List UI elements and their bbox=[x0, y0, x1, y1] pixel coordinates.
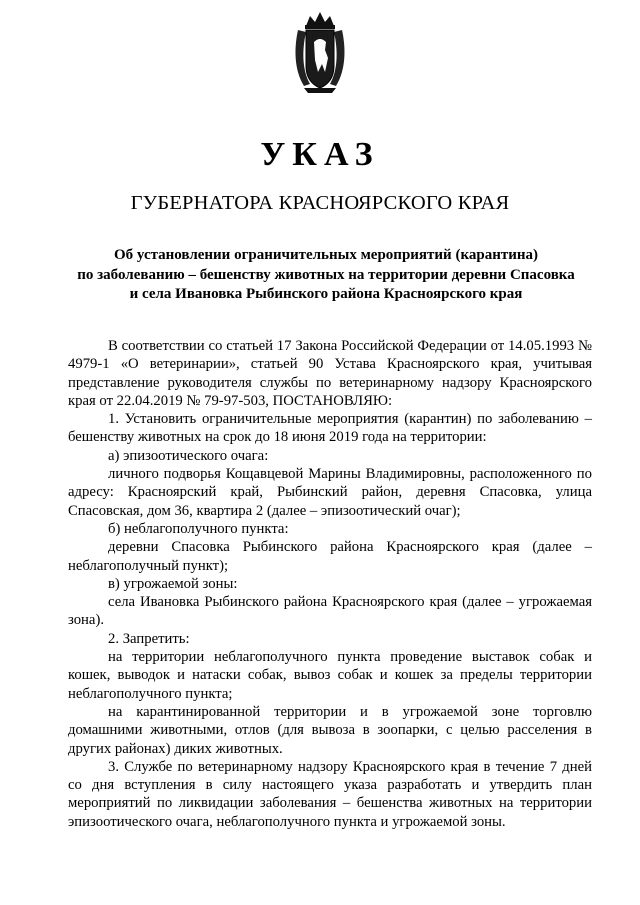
paragraph-text: на территории неблагополучного пункта проведение выставок собак и кошек, выводок и натаски собак, вывоз собак и кошек за пределы территории неблагополучного пункта; bbox=[68, 649, 592, 702]
paragraph-text: села Ивановка Рыбинского района Красноярского края (далее – угрожаемая зона). bbox=[68, 594, 592, 629]
paragraph-item-1: 1. Установить ограничительные мероприятия (карантин) по заболеванию – бешенству животных на срок до 18 июня 2019 года на территории: bbox=[68, 411, 592, 446]
paragraph-text: на карантинированной территории и в угрожаемой зоне торговлю домашними животными, отлов (для вывоза в зоопарки, с целью расселения в других районах) диких животных. bbox=[68, 703, 592, 757]
paragraph-subitem-a: а) эпизоотического очага: bbox=[108, 447, 269, 464]
paragraph-preamble: В соответствии со статьей 17 Закона Российской Федерации от 14.05.1993 № 4979-1 «О ветеринарии», статьей 90 Устава Красноярского края, учитывая представление руководителя службы по ветеринарному надзору Красноярского края от 22.04.2019 № 79-97-503, ПОСТАНОВЛЯЮ: bbox=[68, 338, 592, 409]
paragraph-item-3: 3. Службе по ветеринарному надзору Красноярского края в течение 7 дней со дня вступления в силу настоящего указа разработать и утвердить план мероприятий по ликвидации заболевания – бешенства животных на территории эпизоотического очага, неблагополучного пункта и угрожаемой зоны. bbox=[68, 758, 592, 830]
document-title: УКАЗ bbox=[260, 136, 380, 173]
paragraph-subitem-b: б) неблагополучного пункта: bbox=[108, 520, 289, 537]
heading-line: и села Ивановка Рыбинского района Красноярского края bbox=[129, 286, 523, 302]
paragraph-subitem-c: в) угрожаемой зоны: bbox=[108, 575, 238, 592]
paragraph-text: личного подворья Кощавцевой Марины Владимировны, расположенного по адресу: Красноярский край, Рыбинский район, деревня Спасовка, улица Спасовская, дом 36, квартира 2 (далее – эпизоотический очаг); bbox=[68, 466, 592, 519]
document-heading bbox=[60, 246, 592, 305]
heading-line: по заболеванию – бешенству животных на территории деревни Спасовка bbox=[77, 266, 575, 283]
heading-line: Об установлении ограничительных мероприятий (карантина) bbox=[113, 247, 538, 263]
document-subtitle: ГУБЕРНАТОРА КРАСНОЯРСКОГО КРАЯ bbox=[130, 192, 510, 214]
paragraph-text: деревни Спасовка Рыбинского района Красноярского края (далее – неблагополучный пункт); bbox=[68, 539, 592, 574]
paragraph-item-2: 2. Запретить: bbox=[108, 630, 190, 647]
coat-of-arms-icon bbox=[292, 8, 348, 94]
document-body bbox=[68, 337, 592, 831]
